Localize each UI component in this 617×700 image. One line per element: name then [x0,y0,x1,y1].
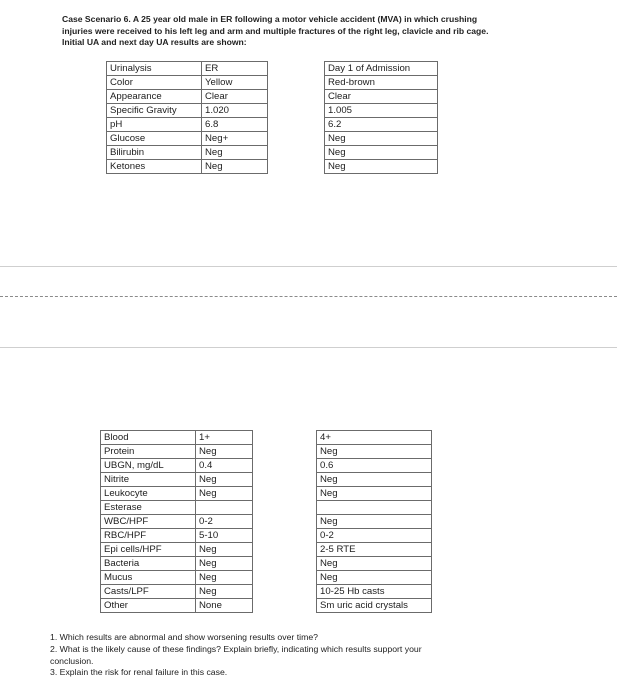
question-2: 2. What is the likely cause of these findings? Explain briefly, indicating which results support your [50,643,422,654]
er-value: 0-2 [196,515,253,529]
table-row [107,104,438,118]
row-label: Ketones [107,160,202,174]
table-gap [253,529,317,543]
row-label: Appearance [107,90,202,104]
day1-value: 4+ [317,431,432,445]
case-intro [62,14,582,49]
table-gap [268,160,325,174]
table-row [101,543,432,557]
table-gap [253,445,317,459]
intro-line-3: Initial UA and next day UA results are shown: [62,37,247,47]
er-value [196,501,253,515]
row-label: Bilirubin [107,146,202,160]
row-label: Esterase [101,501,196,515]
day1-value [317,501,432,515]
day1-value: Neg [317,487,432,501]
questions-block [50,632,590,679]
day1-value: Neg [325,146,438,160]
table-row [101,445,432,459]
table-gap [268,118,325,132]
er-value: 6.8 [202,118,268,132]
urinalysis-table-2 [100,430,432,613]
er-value: Yellow [202,76,268,90]
dashed-separator [0,296,617,297]
table-gap [253,473,317,487]
table-row [107,146,438,160]
er-value: 0.4 [196,459,253,473]
er-value: None [196,599,253,613]
day1-value: 6.2 [325,118,438,132]
row-label: RBC/HPF [101,529,196,543]
row-label: WBC/HPF [101,515,196,529]
table-row [101,599,432,613]
row-label: Other [101,599,196,613]
er-value: Neg [202,160,268,174]
er-value: 1.020 [202,104,268,118]
table-row [101,585,432,599]
table-gap [253,431,317,445]
day1-value: Neg [317,473,432,487]
question-2-continued: conclusion. [50,655,94,666]
table-row [107,160,438,174]
table-row [101,571,432,585]
day1-value: Clear [325,90,438,104]
table-gap [268,76,325,90]
intro-line-2: injuries were received to his left leg and arm and multiple fractures of the right leg, clavicle and rib cage. [62,25,489,36]
row-label: Nitrite [101,473,196,487]
header-er: ER [202,62,268,76]
table-row [101,529,432,543]
er-value: Neg [196,585,253,599]
er-value: Neg [202,146,268,160]
table-gap [253,557,317,571]
er-value: Neg [196,557,253,571]
er-value: Neg+ [202,132,268,146]
row-label: UBGN, mg/dL [101,459,196,473]
table-gap [253,571,317,585]
table-row [107,76,438,90]
row-label: Mucus [101,571,196,585]
day1-value: Neg [317,571,432,585]
day1-value: 0.6 [317,459,432,473]
row-label: Bacteria [101,557,196,571]
table-row [107,90,438,104]
table-header-row [107,62,438,76]
day1-value: Neg [325,132,438,146]
table-gap [253,585,317,599]
question-3: 3. Explain the risk for renal failure in this case. [50,667,228,678]
case-heading: Case Scenario 6. [62,14,131,24]
header-urinalysis: Urinalysis [107,62,202,76]
er-value: Neg [196,543,253,557]
table-gap [253,515,317,529]
row-label: pH [107,118,202,132]
er-value: 5-10 [196,529,253,543]
table-gap [253,459,317,473]
table-gap [268,90,325,104]
table-row [101,473,432,487]
table-row [107,118,438,132]
urinalysis-table-1 [106,61,438,174]
day1-value: 10-25 Hb casts [317,585,432,599]
day1-value: Neg [325,160,438,174]
row-label: Leukocyte [101,487,196,501]
table-gap [253,501,317,515]
intro-line-1: A 25 year old male in ER following a motor vehicle accident (MVA) in which crushing [130,14,478,24]
table-row [101,515,432,529]
table-gap [253,599,317,613]
row-label: Casts/LPF [101,585,196,599]
header-day1: Day 1 of Admission [325,62,438,76]
er-value: Neg [196,473,253,487]
day1-value: 0-2 [317,529,432,543]
day1-value: Red-brown [325,76,438,90]
day1-value: Sm uric acid crystals [317,599,432,613]
table-row [101,487,432,501]
table-row [101,459,432,473]
table-gap [268,132,325,146]
table-gap [268,104,325,118]
day1-value: Neg [317,557,432,571]
row-label: Glucose [107,132,202,146]
table-gap [268,62,325,76]
row-label: Epi cells/HPF [101,543,196,557]
day1-value: Neg [317,515,432,529]
er-value: Clear [202,90,268,104]
row-label: Protein [101,445,196,459]
question-1: 1. Which results are abnormal and show worsening results over time? [50,632,318,642]
table-row [107,132,438,146]
row-label: Specific Gravity [107,104,202,118]
page-divider [0,347,617,348]
er-value: Neg [196,487,253,501]
row-label: Blood [101,431,196,445]
er-value: Neg [196,445,253,459]
day1-value: 1.005 [325,104,438,118]
table-row [101,431,432,445]
table-row [101,557,432,571]
row-label: Color [107,76,202,90]
day1-value: 2-5 RTE [317,543,432,557]
er-value: 1+ [196,431,253,445]
er-value: Neg [196,571,253,585]
table-row [101,501,432,515]
day1-value: Neg [317,445,432,459]
table-gap [253,487,317,501]
table-gap [268,146,325,160]
page-divider [0,266,617,267]
table-gap [253,543,317,557]
